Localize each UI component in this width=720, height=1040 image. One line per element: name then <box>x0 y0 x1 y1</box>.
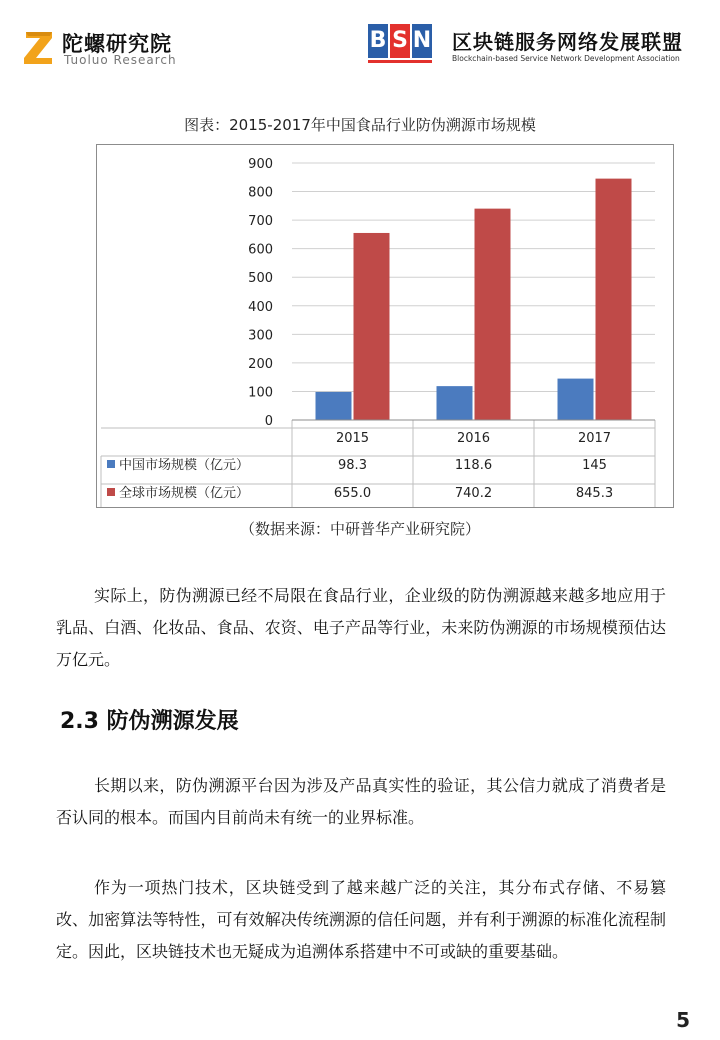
y-tick-label: 100 <box>248 385 273 401</box>
page-number: 5 <box>676 1008 690 1032</box>
data-table-value: 145 <box>582 458 607 473</box>
bsn-letter-s: S <box>390 24 410 58</box>
y-tick-label: 300 <box>248 328 273 344</box>
bar-china-2015 <box>316 392 352 420</box>
bar-global-2015 <box>354 233 390 420</box>
data-table-value: 740.2 <box>454 486 493 501</box>
y-tick-label: 0 <box>264 414 273 429</box>
bar-global-2017 <box>596 179 632 420</box>
bar-china-2016 <box>437 386 473 420</box>
bsn-mark <box>368 24 432 58</box>
bar-china-2017 <box>558 379 594 420</box>
paragraph-3: 作为一项热门技术，区块链受到了越来越广泛的关注，其分布式存储、不易篡改、加密算法等特性，可有效解决传统溯源的信任问题，并有利于溯源的标准化流程制定。因此，区块链技术也无疑成为追溯体系搭建中不可或缺的重要基础。 <box>56 878 666 961</box>
y-tick-label: 800 <box>248 185 273 201</box>
y-tick-label: 600 <box>248 242 273 258</box>
chart-canvas <box>97 145 673 507</box>
y-tick-label: 900 <box>248 157 273 172</box>
y-tick-label: 500 <box>248 271 273 287</box>
bsn-name: 区块链服务网络发展联盟 <box>452 30 683 54</box>
legend-label: 中国市场规模（亿元） <box>119 458 250 473</box>
paragraph-1: 实际上，防伪溯源已经不局限在食品行业，企业级的防伪溯源越来越多地应用于乳品、白酒、化妆品、食品、农资、电子产品等行业，未来防伪溯源的市场规模预估达万亿元。 <box>56 586 666 669</box>
bsn-subtitle: Blockchain-based Service Network Development Association <box>452 54 680 63</box>
x-category-label: 2016 <box>456 431 491 446</box>
data-table-value: 655.0 <box>333 486 372 501</box>
paragraph-2: 长期以来，防伪溯源平台因为涉及产品真实性的验证，其公信力就成了消费者是否认同的根本。而国内目前尚未有统一的业界标准。 <box>56 776 666 827</box>
section-title: 2.3 防伪溯源发展 <box>60 709 239 734</box>
legend-swatch-0 <box>107 460 115 468</box>
bsn-letter-b: B <box>368 24 388 58</box>
x-category-label: 2015 <box>335 431 370 446</box>
bsn-underline <box>368 60 432 63</box>
data-table-value: 845.3 <box>575 486 614 501</box>
bsn-logo <box>368 24 708 68</box>
bar-chart <box>96 144 674 508</box>
x-category-label: 2017 <box>577 431 612 446</box>
page-header <box>0 0 720 80</box>
y-tick-label: 700 <box>248 214 273 230</box>
data-table-value: 118.6 <box>454 458 493 473</box>
bsn-letter-n: N <box>412 24 432 58</box>
legend-swatch-1 <box>107 488 115 496</box>
figure-source: （数据来源：中研普华产业研究院） <box>239 520 480 538</box>
tuoluo-subtitle: Tuoluo Research <box>64 53 177 67</box>
y-tick-label: 200 <box>248 356 273 372</box>
bar-global-2016 <box>475 209 511 420</box>
data-table-value: 98.3 <box>338 458 367 473</box>
tuoluo-z-icon <box>22 26 56 66</box>
figure-caption: 图表：2015-2017年中国食品行业防伪溯源市场规模 <box>184 116 536 134</box>
legend-label: 全球市场规模（亿元） <box>119 486 250 501</box>
tuoluo-name: 陀螺研究院 <box>62 32 172 56</box>
tuoluo-logo <box>22 26 192 70</box>
y-tick-label: 400 <box>248 299 273 315</box>
